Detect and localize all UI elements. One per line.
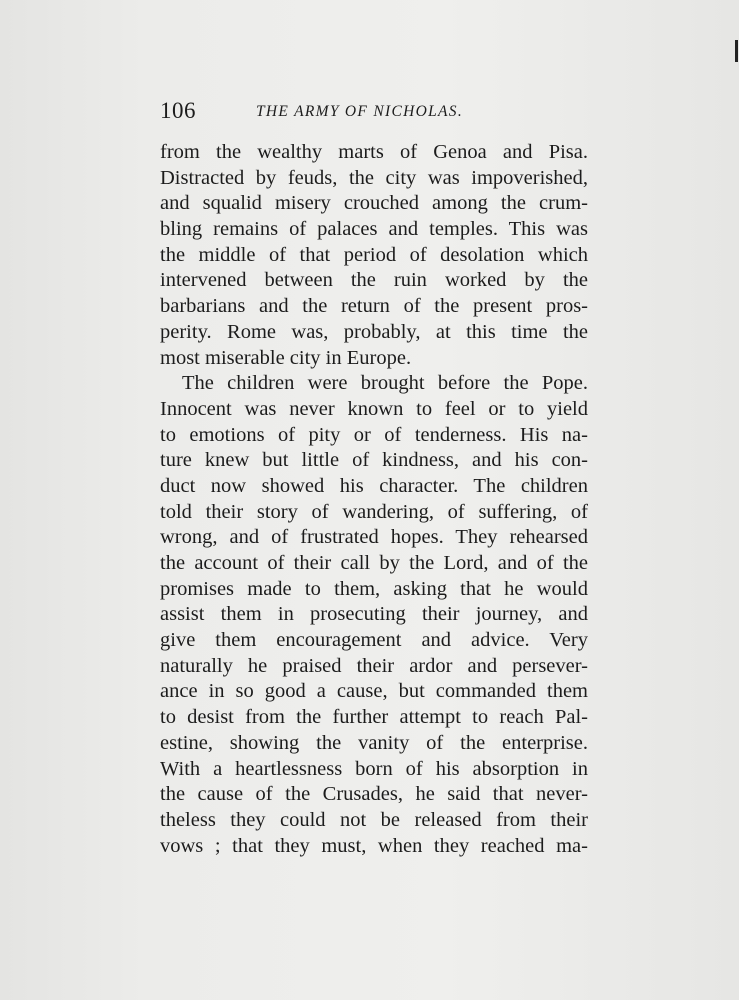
text-line: theless they could not be released from their xyxy=(160,808,588,831)
text-line: the account of their call by the Lord, and of the xyxy=(160,552,588,574)
text-line: The children were brought before the Pope. xyxy=(182,372,588,395)
text-line: Innocent was never known to feel or to yield xyxy=(160,397,588,420)
running-title: THE ARMY OF NICHOLAS. xyxy=(256,103,463,120)
text-line: perity. Rome was, probably, at this time the xyxy=(160,320,588,343)
text-line: wrong, and of frustrated hopes. They rehearsed xyxy=(160,526,588,549)
text-line: told their story of wandering, of suffering, of xyxy=(160,500,588,523)
text-line: to desist from the further attempt to reach Pal- xyxy=(160,706,588,729)
text-line: from the wealthy marts of Genoa and Pisa. xyxy=(160,141,588,163)
text-line: ture knew but little of kindness, and his con- xyxy=(160,449,588,472)
text-line: Distracted by feuds, the city was impoverished, xyxy=(160,166,588,189)
text-line: to emotions of pity or of tenderness. His na- xyxy=(160,423,588,446)
text-line: estine, showing the vanity of the enterprise. xyxy=(160,731,588,754)
page-header xyxy=(160,98,590,128)
text-line: and squalid misery crouched among the crum- xyxy=(160,192,588,215)
page-edge-mark xyxy=(735,40,738,62)
text-line: the middle of that period of desolation which xyxy=(160,243,588,266)
text-line: promises made to them, asking that he would xyxy=(160,577,588,600)
text-line: intervened between the ruin worked by the xyxy=(160,269,588,292)
text-line: give them encouragement and advice. Very xyxy=(160,629,588,652)
page-number: 106 xyxy=(160,98,196,123)
text-line: duct now showed his character. The children xyxy=(160,474,588,497)
text-line: bling remains of palaces and temples. This was xyxy=(160,218,588,241)
text-line: assist them in prosecuting their journey, and xyxy=(160,603,588,626)
text-line: ance in so good a cause, but commanded them xyxy=(160,680,588,703)
text-line: naturally he praised their ardor and persever- xyxy=(160,654,588,677)
text-line: most miserable city in Europe. xyxy=(160,346,412,369)
text-line: vows ; that they must, when they reached ma- xyxy=(160,834,588,857)
text-line: With a heartlessness born of his absorption in xyxy=(160,757,588,780)
text-line: the cause of the Crusades, he said that never- xyxy=(160,783,588,806)
text-line: barbarians and the return of the present pros- xyxy=(160,295,588,318)
body-text xyxy=(160,140,588,859)
